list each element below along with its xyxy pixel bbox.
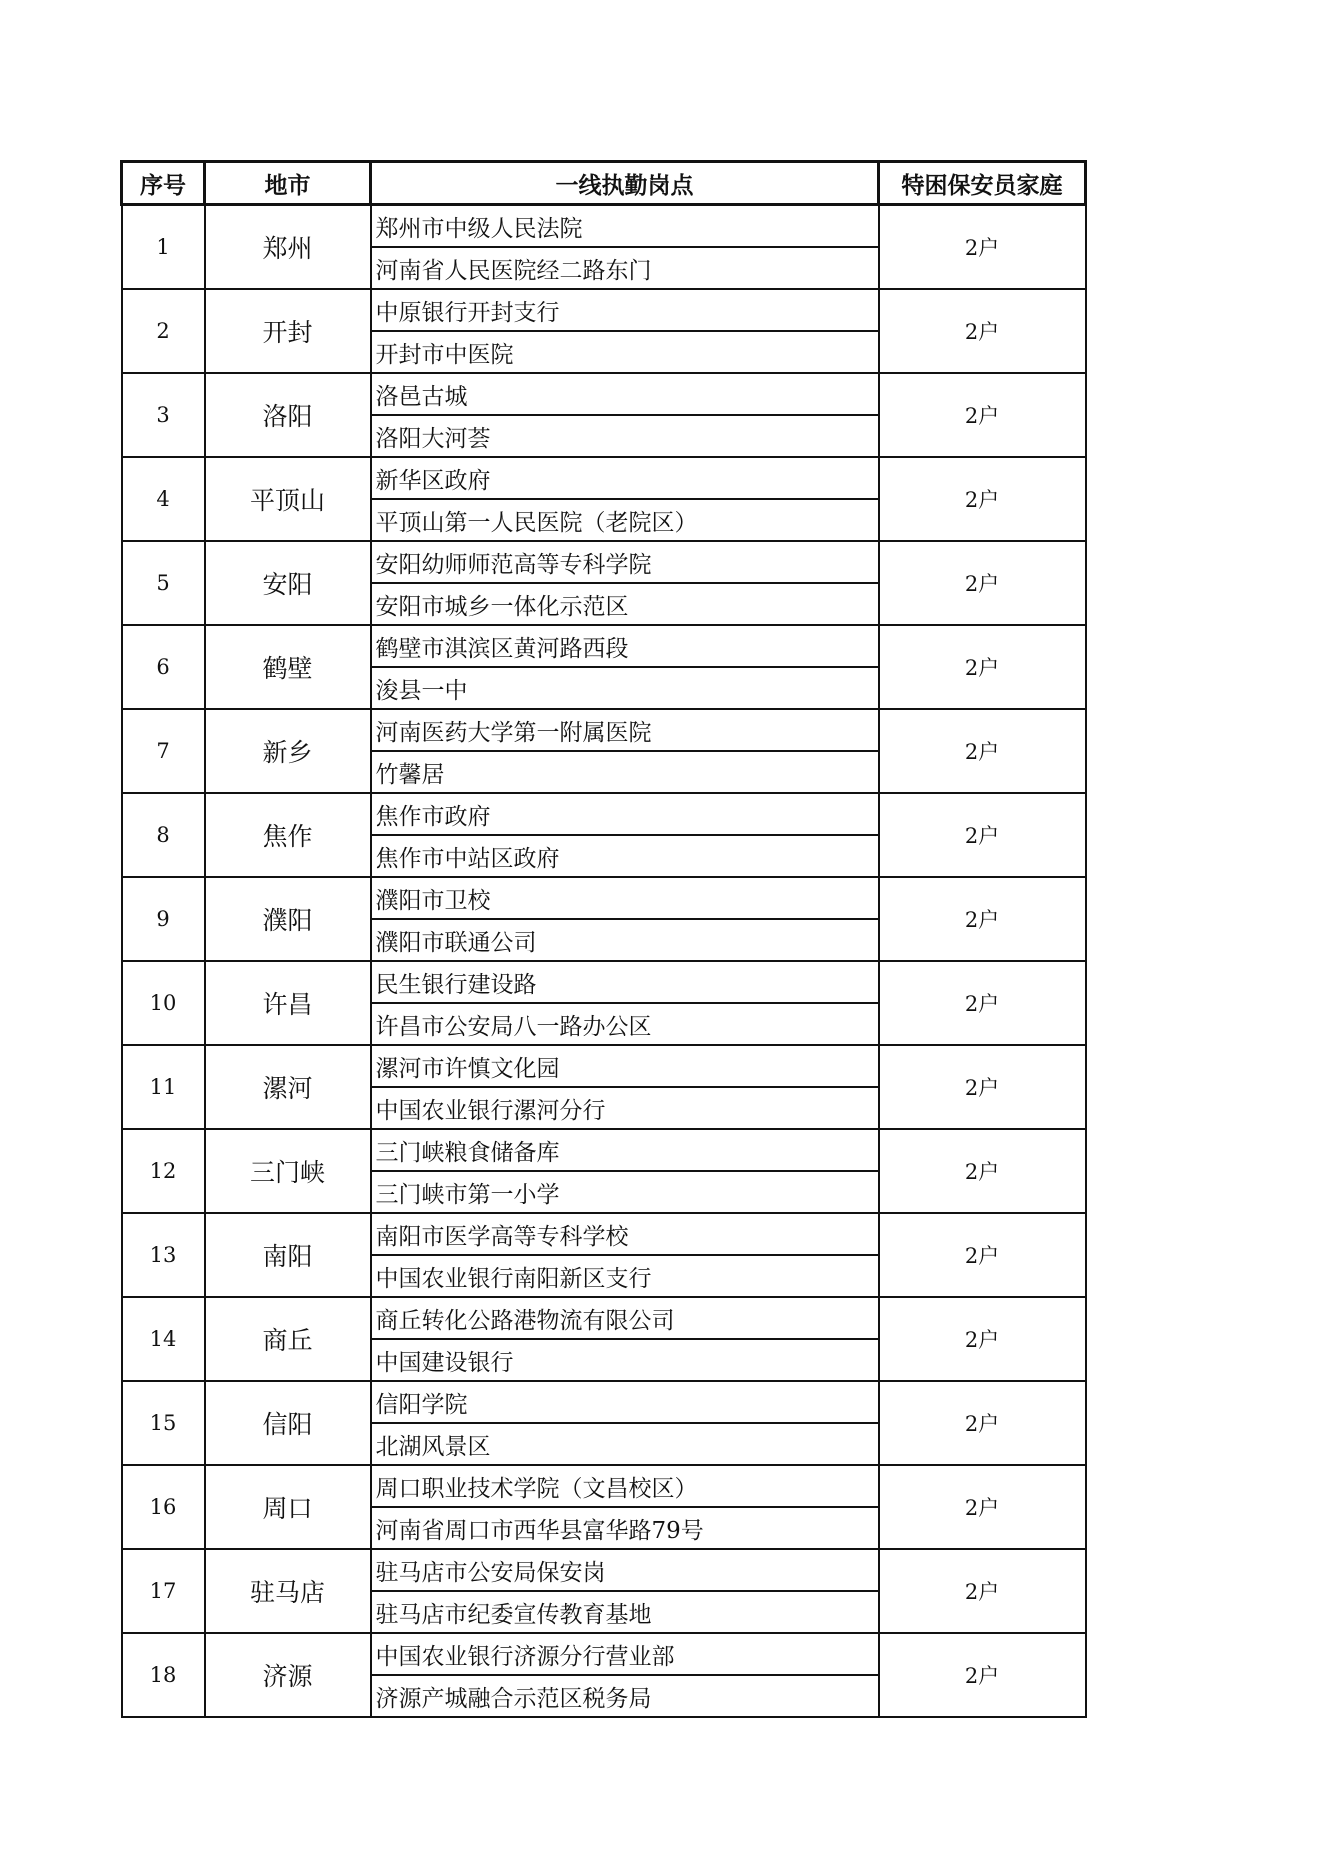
row-post: 中国建设银行 — [371, 1339, 879, 1381]
row-post: 中国农业银行南阳新区支行 — [371, 1255, 879, 1297]
row-post: 竹馨居 — [371, 751, 879, 793]
row-post: 商丘转化公路港物流有限公司 — [371, 1297, 879, 1339]
row-city: 许昌 — [205, 961, 371, 1045]
table-row — [122, 541, 1086, 583]
row-post: 三门峡市第一小学 — [371, 1171, 879, 1213]
row-post: 洛阳大河荟 — [371, 415, 879, 457]
row-number: 11 — [122, 1045, 205, 1129]
row-city: 鹤壁 — [205, 625, 371, 709]
row-family-count: 2户 — [879, 625, 1086, 709]
row-post: 平顶山第一人民医院（老院区） — [371, 499, 879, 541]
security-family-table — [120, 160, 1087, 1718]
row-family-count: 2户 — [879, 1045, 1086, 1129]
row-post: 北湖风景区 — [371, 1423, 879, 1465]
row-post: 许昌市公安局八一路办公区 — [371, 1003, 879, 1045]
table-row — [122, 205, 1086, 248]
row-city: 新乡 — [205, 709, 371, 793]
table-row — [122, 709, 1086, 751]
row-number: 3 — [122, 373, 205, 457]
row-post: 南阳市医学高等专科学校 — [371, 1213, 879, 1255]
row-post: 周口职业技术学院（文昌校区） — [371, 1465, 879, 1507]
row-post: 鹤壁市淇滨区黄河路西段 — [371, 625, 879, 667]
row-family-count: 2户 — [879, 793, 1086, 877]
row-post: 郑州市中级人民法院 — [371, 205, 879, 248]
row-post: 济源产城融合示范区税务局 — [371, 1675, 879, 1717]
row-post: 漯河市许慎文化园 — [371, 1045, 879, 1087]
row-family-count: 2户 — [879, 877, 1086, 961]
row-family-count: 2户 — [879, 1129, 1086, 1213]
row-post: 中国农业银行漯河分行 — [371, 1087, 879, 1129]
row-number: 16 — [122, 1465, 205, 1549]
table-row — [122, 961, 1086, 1003]
row-post: 三门峡粮食储备库 — [371, 1129, 879, 1171]
table-row — [122, 289, 1086, 331]
row-number: 13 — [122, 1213, 205, 1297]
table-row — [122, 877, 1086, 919]
row-number: 15 — [122, 1381, 205, 1465]
row-post: 驻马店市纪委宣传教育基地 — [371, 1591, 879, 1633]
header-city: 地市 — [205, 162, 371, 205]
row-family-count: 2户 — [879, 1381, 1086, 1465]
row-number: 6 — [122, 625, 205, 709]
row-city: 济源 — [205, 1633, 371, 1717]
row-post: 河南省人民医院经二路东门 — [371, 247, 879, 289]
row-city: 洛阳 — [205, 373, 371, 457]
table-row — [122, 1045, 1086, 1087]
row-number: 8 — [122, 793, 205, 877]
row-number: 12 — [122, 1129, 205, 1213]
row-number: 9 — [122, 877, 205, 961]
row-number: 4 — [122, 457, 205, 541]
row-family-count: 2户 — [879, 1549, 1086, 1633]
row-post: 民生银行建设路 — [371, 961, 879, 1003]
row-city: 驻马店 — [205, 1549, 371, 1633]
row-city: 开封 — [205, 289, 371, 373]
row-city: 焦作 — [205, 793, 371, 877]
row-city: 安阳 — [205, 541, 371, 625]
row-post: 安阳市城乡一体化示范区 — [371, 583, 879, 625]
row-post: 驻马店市公安局保安岗 — [371, 1549, 879, 1591]
row-city: 周口 — [205, 1465, 371, 1549]
row-family-count: 2户 — [879, 961, 1086, 1045]
row-number: 17 — [122, 1549, 205, 1633]
row-family-count: 2户 — [879, 373, 1086, 457]
header-post: 一线执勤岗点 — [371, 162, 879, 205]
row-family-count: 2户 — [879, 205, 1086, 290]
row-post: 中国农业银行济源分行营业部 — [371, 1633, 879, 1675]
row-post: 濮阳市卫校 — [371, 877, 879, 919]
row-family-count: 2户 — [879, 457, 1086, 541]
table-row — [122, 625, 1086, 667]
row-family-count: 2户 — [879, 541, 1086, 625]
table-row — [122, 1297, 1086, 1339]
row-family-count: 2户 — [879, 289, 1086, 373]
table-row — [122, 1213, 1086, 1255]
header-family: 特困保安员家庭 — [879, 162, 1086, 205]
row-number: 18 — [122, 1633, 205, 1717]
row-post: 新华区政府 — [371, 457, 879, 499]
row-post: 河南省周口市西华县富华路79号 — [371, 1507, 879, 1549]
row-number: 14 — [122, 1297, 205, 1381]
row-family-count: 2户 — [879, 1465, 1086, 1549]
header-num: 序号 — [122, 162, 205, 205]
table-row — [122, 1549, 1086, 1591]
table-row — [122, 457, 1086, 499]
row-post: 安阳幼师师范高等专科学院 — [371, 541, 879, 583]
row-number: 10 — [122, 961, 205, 1045]
row-family-count: 2户 — [879, 709, 1086, 793]
table-body — [122, 205, 1086, 1718]
row-city: 郑州 — [205, 205, 371, 290]
row-post: 濮阳市联通公司 — [371, 919, 879, 961]
row-number: 7 — [122, 709, 205, 793]
row-post: 开封市中医院 — [371, 331, 879, 373]
table-row — [122, 1129, 1086, 1171]
row-family-count: 2户 — [879, 1633, 1086, 1717]
header-row — [122, 162, 1086, 205]
row-number: 1 — [122, 205, 205, 290]
table-row — [122, 1633, 1086, 1675]
table-row — [122, 1465, 1086, 1507]
row-family-count: 2户 — [879, 1213, 1086, 1297]
row-city: 南阳 — [205, 1213, 371, 1297]
row-city: 漯河 — [205, 1045, 371, 1129]
row-post: 洛邑古城 — [371, 373, 879, 415]
row-city: 濮阳 — [205, 877, 371, 961]
table-row — [122, 793, 1086, 835]
row-post: 焦作市政府 — [371, 793, 879, 835]
row-post: 河南医药大学第一附属医院 — [371, 709, 879, 751]
row-city: 商丘 — [205, 1297, 371, 1381]
row-number: 2 — [122, 289, 205, 373]
row-post: 焦作市中站区政府 — [371, 835, 879, 877]
row-city: 信阳 — [205, 1381, 371, 1465]
row-family-count: 2户 — [879, 1297, 1086, 1381]
table-row — [122, 1381, 1086, 1423]
table-row — [122, 373, 1086, 415]
row-city: 平顶山 — [205, 457, 371, 541]
row-post: 信阳学院 — [371, 1381, 879, 1423]
row-post: 浚县一中 — [371, 667, 879, 709]
row-number: 5 — [122, 541, 205, 625]
row-city: 三门峡 — [205, 1129, 371, 1213]
row-post: 中原银行开封支行 — [371, 289, 879, 331]
